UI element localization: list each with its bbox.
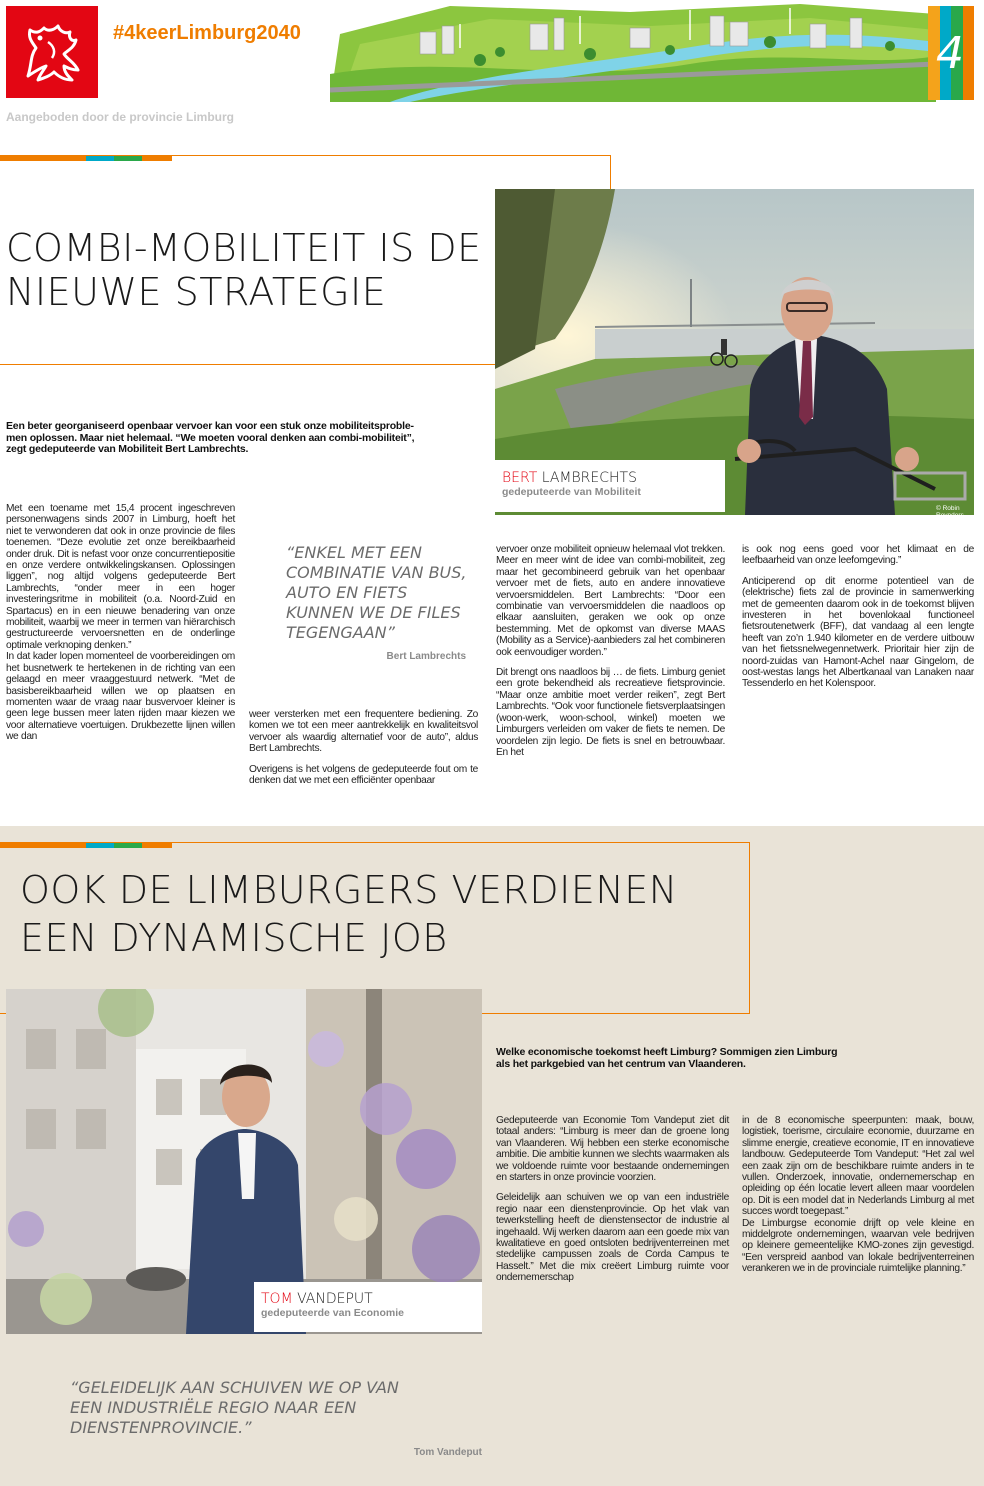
article2-column-2: [742, 1115, 974, 1345]
caption-last-name: LAMBRECHTS: [537, 470, 637, 486]
article1-pull-quote: “ENKEL MET EEN COMBINATIE VAN BUS, AUTO EN FIETS KUNNEN WE DE FILES TEGENGAAN”: [286, 543, 467, 642]
paragraph: Dit brengt ons naadloos bij … de fiets. Limburg geniet een grote bekendheid als recreatieve fietsprovincie. “Maar onze ambitie moet verder reiken”, zegt Bert Lambrechts. “Ook voor functionele fietsverplaatsingen (woon-werk, woon-school, winkel) moeten we Limburgers verleiden om vaker de fiets te nemen. De voordelen zijn legio. De fiets is snel en betrouwbaar. En het: [496, 667, 725, 758]
paragraph: weer versterken met een frequentere bediening. Zo komen we tot een meer aantrekkelijk en kwaliteitsvol vervoer als waardig alternatief voor de auto”, aldus Bert Lambrechts.: [249, 709, 478, 755]
caption-role: gedeputeerde van Mobiliteit: [502, 486, 641, 498]
lead-line: Welke economische toekomst heeft Limburg? Sommigen zien Limburg: [496, 1046, 838, 1058]
photo-credit: © Robin Reynders: [936, 505, 964, 519]
lead-line: Een beter georganiseerd openbaar vervoer kan voor een stuk onze mobiliteitsproble-: [6, 420, 414, 432]
limburg-lion-icon: [18, 20, 86, 86]
lead-line: als het parkgebied van het centrum van Vlaanderen.: [496, 1057, 746, 1070]
article2-headline: [20, 866, 678, 962]
paragraph: Overigens is het volgens de gedeputeerde fout om te denken dat we met een efficiënter openbaar: [249, 763, 478, 787]
article1-lead: [6, 421, 486, 456]
paragraph: vervoer onze mobiliteit opnieuw helemaal vlot trekken. Meer en meer wint de idee van combi-mobiliteit, zeg maar het gecombineerd gebruik van het openbaar vervoer met de fiets, auto en andere innovatieve vervoersmiddelen. Bert Lambrechts: “Door een combinatie van vervoersmiddelen die naadloos op elkaar aansluiten, geraken we ook op onze bestemming. Met de opkomst van diverse MAAS (Mobility as a Service)-aanbieders zal het combineren ook eenvoudiger worden.”: [496, 544, 725, 658]
caption-bert: [495, 460, 725, 512]
paragraph: is ook nog eens goed voor het klimaat en de leefbaarheid van onze leefomgeving.”: [742, 544, 974, 567]
article2-column-1: [496, 1115, 729, 1345]
paragraph: Gedeputeerde van Economie Tom Vandeput ziet dit totaal anders: “Limburg is meer dan de groene long van Vlaanderen. Wij hebben een sterke economische ambitie. Die ambitie kunnen we slechts waarmaken als we voldoende ruimte voor bestaande ondernemingen en starters in onze provincie voorzien.: [496, 1115, 729, 1184]
article1-column-3: [496, 544, 725, 814]
paragraph: Met een toename met 15,4 procent ingeschreven personenwagens sinds 2007 in Limburg, hoeft het niet te verwonderen dat ook in onze provincie de files toenemen. “Deze evolutie zet onze bereikbaarheid onder druk. Dit is nefast voor onze concurrentiepositie en onze verdere ontwikkelingskansen. Oplossingen liggen”, nog altijd volgens gedeputeerde Bert Lambrechts, “onder meer in een hoger investeringsritme in mobiliteit (o.a. Noord-Zuid en Spartacus) en in een nieuwe benadering van onze mobiliteit, waarbij we meer in termen van hiërarchisch gestructureerde vervoersnetten en de onderlinge optimale verknoping denken.”: [6, 503, 235, 651]
caption-tom: [254, 1282, 482, 1332]
paragraph: Geleidelijk aan schuiven we op van een industriële regio naar een dienstenprovincie. Op het vlak van tewerkstelling heeft de dienstensector de industrie al ingehaald. Wij werken daarom aan een goede mix van kwalitatieve en goed ontsloten bedrijventerreinen met stedelijke campussen zoals de Corda Campus te Hasselt.” Met die mix creëert Limburg ruimte voor ondernemerschap: [496, 1192, 729, 1284]
article2-lead: [496, 1047, 936, 1070]
headline-line: OOK DE LIMBURGERS VERDIENEN: [20, 868, 678, 912]
paragraph: De Limburgse economie drijft op vele kleine en middelgrote ondernemingen, waarvan vele bedrijven op kleinere gemeentelijke KMO-zones zijn gevestigd. “Een verspreid aanbod van lokale bedrijventerreinen verankeren we in de provinciale ruimtelijke planning.”: [742, 1217, 974, 1275]
paragraph: Anticiperend op dit enorme potentieel van de (elektrische) fiets zal de provincie in samenwerking met de gemeenten daarom ook in de toekomst blijven investeren in het bovenlokaal functioneel fietsroutenetwerk (BFF), dat vandaag al een lengte heeft van zo’n 1.940 kilometer en de verdere uitbouw van het fietssnelwegennetwerk. Prioritair hier zijn de noord-zuidas van Hamont-Achel naar Gingelom, de oost-westas langs het Albertkanaal van Lanaken naar Tessenderlo en het Kolenspoor.: [742, 575, 974, 690]
caption-name: [502, 470, 725, 486]
headline-line: NIEUWE STRATEGIE: [6, 270, 387, 314]
article1-column-2: [249, 709, 478, 809]
article2-pull-quote: “GELEIDELIJK AAN SCHUIVEN WE OP VAN EEN INDUSTRIËLE REGIO NAAR EEN DIENSTENPROVINCIE.”: [70, 1378, 399, 1437]
quote-author: Bert Lambrechts: [386, 651, 466, 662]
paragraph: in de 8 economische speerpunten: maak, bouw, logistiek, toerisme, circulaire economie, duurzame en slimme energie, creatieve economie, IT en innovatieve landbouw. Gedeputeerde Tom Vandeput: “Het zal wel een zaak zijn om de beschikbare ruimte anders in te vullen. Onderzoek, innovatie, ondernemerschap en opleiding op één locatie levert alleen maar voordelen op. Dit is een model dat in Nederlands Limburg al met succes wordt toegepast.”: [742, 1115, 974, 1218]
caption-name: [261, 1291, 482, 1307]
caption-first-name: BERT: [502, 470, 538, 486]
lead-line: zegt gedeputeerde van Mobiliteit Bert Lambrechts.: [6, 443, 249, 455]
issue-number: 4: [936, 28, 964, 79]
province-logo: [6, 6, 98, 98]
headline-line: COMBI-MOBILITEIT IS DE: [6, 226, 482, 270]
headline-line: EEN DYNAMISCHE JOB: [20, 916, 448, 960]
banner-illustration: [330, 4, 936, 102]
article1-headline: [6, 226, 482, 314]
article1-column-1: [6, 503, 235, 803]
campaign-hashtag: #4keerLimburg2040: [113, 22, 301, 44]
article1-column-4: [742, 544, 974, 744]
quote-author: Tom Vandeput: [413, 1447, 482, 1458]
caption-role: gedeputeerde van Economie: [261, 1307, 404, 1319]
caption-last-name: VANDEPUT: [292, 1291, 373, 1307]
paragraph: In dat kader lopen momenteel de voorbereidingen om het busnetwerk te hertekenen in de richting van een gelaagd en meer vraaggestuurd netwerk. “Met de basisbereikbaarheid willen we op plaatsen en momenten waar de vraag naar busvervoer kleiner is geen lege bussen meer laten rijden maar kiezen we voor alternatieve voertuigen. Drukbezette lijnen willen we dan: [6, 651, 235, 743]
sponsor-line: Aangeboden door de provincie Limburg: [6, 110, 235, 124]
lead-line: men oplossen. Maar niet helemaal. “We moeten vooral denken aan combi-mobiliteit”,: [6, 431, 415, 444]
caption-first-name: TOM: [261, 1291, 293, 1307]
